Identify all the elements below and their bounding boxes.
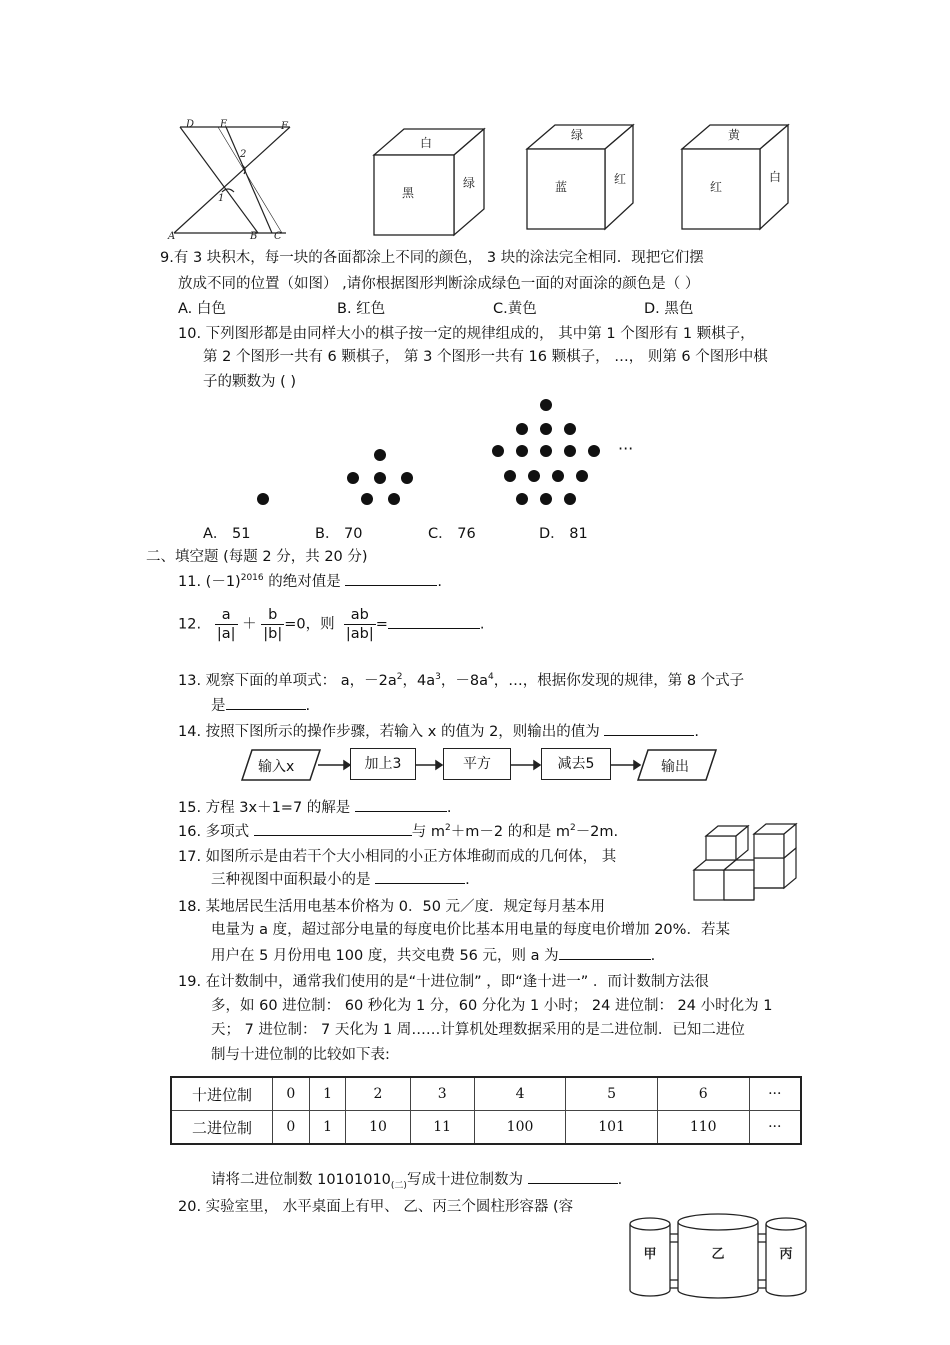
dot [257,493,269,505]
dot [540,423,552,435]
table-cell: ··· [749,1077,801,1111]
cube-3 [678,121,792,233]
q13-post: ，…，根据你发现的规律，第 8 个式子 [493,673,745,689]
table-cell: 0 [273,1111,310,1145]
q19-after [211,1168,622,1191]
q18-end: . [650,948,656,964]
q18-line3-text: 用户在 5 月份用电 100 度，共交电费 56 元，则 a 为 [211,948,559,964]
base-comparison-table [170,1076,802,1145]
dot [504,470,516,482]
q13-exp3: 4 [488,672,494,683]
q13-answer-blank[interactable] [226,695,306,710]
q18-line2: 电量为 a 度，超过部分电量的每度电价比基本用电量的每度电价增加 20%．若某 [211,922,730,938]
q16-pre: 16. 多项式 [178,824,254,840]
q13-line2-text: 是 [211,698,226,714]
frac-b-den: |b| [263,626,283,642]
table-row [171,1111,801,1145]
q12-plus: ＋ [242,616,257,633]
q12-eq: = [375,616,388,633]
container-jia: 甲 [643,1247,657,1262]
q13-pre: 13. 观察下面的单项式： a，－2a [178,673,397,689]
dot [374,472,386,484]
dot [374,449,386,461]
flow-input: 输入x [258,759,295,775]
q19-line4: 制与十进位制的比较如下表: [211,1047,390,1063]
frac-ab-num: ab [344,606,376,625]
q13-line1 [178,669,744,690]
q9-option-d: D. 黑色 [644,301,694,317]
label-c: C [274,231,282,242]
q16-exp2: 2 [569,823,576,834]
cube2-top: 绿 [570,128,584,142]
table-cell: 0 [273,1077,310,1111]
q11 [178,570,442,591]
container-bing: 丙 [779,1247,793,1262]
q12 [178,606,484,643]
q16 [178,820,618,841]
q12-answer-blank[interactable] [388,614,480,629]
flow-add3: 加上3 [350,748,416,780]
q9-option-a: A. 白色 [178,301,226,317]
cube2-side: 红 [613,172,627,186]
q12-end: . [479,616,485,633]
dot [388,493,400,505]
dot [516,493,528,505]
section-heading: 二、填空题 (每题 2 分，共 20 分) [146,549,368,565]
cube-2 [523,121,637,233]
table-cell: 3 [410,1077,474,1111]
dot [492,445,504,457]
label-angle-2: 2 [240,149,247,160]
q19-after-post: 写成十进位制数为 [406,1172,528,1188]
q19-line1: 19. 在计数制中，通常我们使用的是“十进位制” ，即“逢十进一” ．而计数制方法很 [178,974,709,990]
dot [564,423,576,435]
frac-a [215,606,238,643]
dot [588,445,600,457]
table-cell: 2 [346,1077,410,1111]
dot [347,472,359,484]
dot [516,445,528,457]
q19-line2: 多，如 60 进位制： 60 秒化为 1 分，60 分化为 1 小时； 24 进位制： 24 小时化为 1 [211,998,773,1014]
q13-s1: ，4a [402,673,436,689]
label-b: B [250,231,258,242]
dot [401,472,413,484]
table-cell: 6 [657,1077,749,1111]
q10-option-b: B． 70 [315,526,363,542]
dot [576,470,588,482]
q10-line3: 子的颗数为 ( ) [203,374,297,390]
q14-answer-blank[interactable] [604,721,694,736]
q18-line1: 18. 某地居民生活用电基本价格为 0．50 元／度．规定每月基本用 [178,899,606,915]
q15-end: . [446,800,452,816]
q9-line1: 9.有 3 块积木，每一块的各面都涂上不同的颜色， 3 块的涂法完全相同．现把它们摆 [160,250,704,266]
cube3-side: 白 [768,170,782,184]
table-cell: 100 [474,1111,566,1145]
q9-option-c: C.黄色 [493,301,537,317]
label-a: A [168,231,176,242]
q9-line2: 放成不同的位置（如图） ,请你根据图形判断涂成绿色一面的对面涂的颜色是（ ） [178,276,700,292]
q16-mid2: ＋m－2 的和是 m [450,824,570,840]
label-f: F [281,121,288,132]
frac-ab-den: |ab| [345,626,374,642]
dot [564,493,576,505]
q10-line2: 第 2 个图形一共有 6 颗棋子， 第 3 个图形一共有 16 颗棋子， …， 则第 6 个图形中棋 [203,349,768,365]
q17-line2-text: 三种视图中面积最小的是 [211,872,376,888]
table-cell: 5 [566,1077,658,1111]
flow-square: 平方 [443,748,511,780]
q15-text: 15. 方程 3x＋1=7 的解是 [178,800,355,816]
q16-post: －2m. [575,824,619,840]
cube3-front: 红 [709,180,723,194]
dot-patterns [240,392,660,514]
q10-line1: 10. 下列图形都是由同样大小的棋子按一定的规律组成的， 其中第 1 个图形有 1 颗棋子， [178,326,755,342]
q10-option-d: D． 81 [539,526,588,542]
q10-option-a: A． 51 [203,526,251,542]
dot [552,470,564,482]
cube3-top: 黄 [727,128,741,142]
frac-a-den: |a| [216,626,236,642]
table-cell: 1 [309,1077,346,1111]
q19-line3: 天； 7 进位制： 7 天化为 1 周……计算机处理数据采用的是二进位制．已知二进位 [211,1022,745,1038]
cube-1 [370,125,490,237]
q16-answer-blank[interactable] [254,821,412,836]
q15 [178,796,452,817]
q11-post: 的绝对值是 [263,574,346,590]
q12-no: 12. [178,616,202,633]
label-angle-1: 1 [218,193,225,204]
dot [540,445,552,457]
frac-b [261,606,284,643]
table-cell: 101 [566,1111,658,1145]
q17-line1: 17. 如图所示是由若干个大小相同的小正方体堆砌而成的几何体， 其 [178,849,617,865]
q18-line3 [211,944,655,965]
dot [361,493,373,505]
q16-mid: 与 m [411,824,446,840]
q16-exp1: 2 [445,823,451,834]
dots-ellipsis: ··· [618,439,634,458]
flow-sub5: 减去5 [541,748,611,780]
q19-end: . [617,1172,623,1188]
q11-end: . [437,574,442,590]
q14 [178,720,699,741]
cube2-front: 蓝 [554,180,568,194]
q19-after-pre: 请将二进位制数 10101010 [211,1172,391,1188]
q14-text: 14. 按照下图所示的操作步骤，若输入 x 的值为 2，则输出的值为 [178,724,605,740]
q19-answer-blank[interactable] [528,1169,618,1184]
stacked-cubes-figure [690,820,808,902]
cylinder-containers-figure [626,1210,810,1302]
q15-answer-blank[interactable] [355,797,447,812]
dot [540,399,552,411]
q17-answer-blank[interactable] [375,869,465,884]
q13-line2 [211,694,310,715]
table-cell: 1 [309,1111,346,1145]
frac-b-num: b [261,606,284,625]
q13-end: . [305,698,311,714]
table-cell: 110 [657,1111,749,1145]
q13-s2: ，－8a [440,673,488,689]
flow-output: 输出 [661,759,689,775]
q11-answer-blank[interactable] [345,571,437,586]
q10-option-c: C． 76 [428,526,476,542]
q18-answer-blank[interactable] [559,945,651,960]
cube1-front: 黑 [401,186,415,200]
q17-end: . [465,872,470,888]
q12-mid: =0，则 [284,616,335,633]
table-cell: 10 [346,1111,410,1145]
triangle-figure [160,115,300,243]
q11-exp: 2016 [240,573,264,584]
q13-exp1: 2 [396,672,403,683]
frac-ab [344,606,376,643]
container-yi: 乙 [711,1247,725,1262]
row-header-decimal: 十进位制 [171,1077,273,1111]
q11-pre: 11. (－1) [178,574,241,590]
q17-line2 [211,868,470,889]
dot [564,445,576,457]
label-d: D [186,119,195,130]
dot [516,423,528,435]
table-cell: 11 [410,1111,474,1145]
table-cell: ··· [749,1111,801,1145]
q9-option-b: B. 红色 [337,301,386,317]
q13-exp2: 3 [435,672,441,683]
label-e: E [220,119,228,130]
dot [540,493,552,505]
dot [528,470,540,482]
cube1-top: 白 [419,136,433,150]
table-cell: 4 [474,1077,566,1111]
q14-end: . [694,724,700,740]
frac-a-num: a [215,606,238,625]
q19-after-sub: (二) [390,1180,407,1191]
table-row [171,1077,801,1111]
q20-line1: 20. 实验室里， 水平桌面上有甲、 乙、丙三个圆柱形容器 (容 [178,1199,574,1215]
row-header-binary: 二进位制 [171,1111,273,1145]
cube1-side: 绿 [462,176,476,190]
